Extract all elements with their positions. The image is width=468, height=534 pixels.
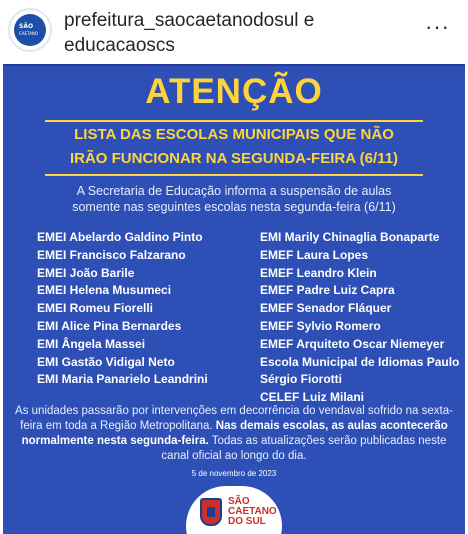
outro-strong: Nas demais escolas, as aulas acontecerão normalmente nesta segunda-feira. [21,420,448,447]
city-logo [186,486,282,534]
account-line-1[interactable]: prefeitura_saocaetanodosul e [64,10,315,31]
subtitle-line-2: IRÃO FUNCIONAR NA SEGUNDA-FEIRA (6/11) [69,150,399,167]
school-item: EMEI João Barile [37,265,135,280]
school-item: EMEI Abelardo Galdino Pinto [37,230,203,244]
school-list-right [260,229,465,407]
school-item: Escola Municipal de Idiomas Paulo [260,354,460,369]
logo-line-3: DO SUL [228,516,266,527]
crest-icon [200,498,222,526]
school-list-left [37,229,247,389]
school-item: EMI Marily Chinaglia Bonaparte [260,230,440,244]
post-image [3,64,465,534]
school-item: EMEI Francisco Falzarano [37,247,186,262]
post-date: 5 de novembro de 2023 [191,469,277,478]
school-item: EMEI Helena Musumeci [37,283,172,298]
outro-part-1: As unidades passarão por intervenções em decorrência do vendaval sofrido na sexta-feira em toda a Região Metropolitana. [15,405,453,432]
school-item: EMEF Arquiteto Oscar Niemeyer [260,336,445,351]
outro-text [15,404,453,464]
post-title: ATENÇÃO [145,72,323,111]
school-item: EMI Gastão Vidigal Neto [37,354,175,369]
school-item: EMEF Leandro Klein [260,265,377,280]
logo-line-1: SÃO [228,496,250,507]
school-item: EMEI Romeu Fiorelli [37,301,154,316]
school-item: EMI Maria Panarielo Leandrini [37,372,208,387]
school-item: EMEF Padre Luiz Capra [260,283,395,298]
school-item: EMEF Laura Lopes [260,247,369,262]
school-item: CELEF Luiz Milani [260,390,364,405]
school-item: EMI Alice Pina Bernardes [37,318,182,333]
more-horizontal-icon[interactable]: ··· [425,14,450,39]
logo-line-2: CAETANO [228,506,277,517]
divider-bottom [45,174,423,176]
avatar-subtext: CAETANO [19,31,39,36]
account-line-2[interactable]: educacaoscs [64,35,175,56]
logo-text [228,497,277,527]
avatar-text: SÃO [19,23,34,30]
intro-text [23,183,445,215]
intro-line-2: somente nas seguintes escolas nesta segunda-feira (6/11) [72,200,396,214]
school-item: EMEF Senador Fláquer [260,301,392,316]
avatar-badge [14,14,46,46]
account-names[interactable] [64,8,394,58]
school-item: EMEF Sylvio Romero [260,318,381,333]
profile-avatar[interactable] [8,8,52,52]
school-item: EMI Ângela Massei [37,336,146,351]
divider-top [45,120,423,122]
subtitle-line-1: LISTA DAS ESCOLAS MUNICIPAIS QUE NÃO [74,126,394,143]
post-header [0,0,468,64]
outro-part-2: Todas as atualizações serão publicadas neste canal oficial ao longo do dia. [161,435,447,462]
school-item: Sérgio Fiorotti [260,372,342,387]
intro-line-1: A Secretaria de Educação informa a suspensão de aulas [76,184,392,198]
